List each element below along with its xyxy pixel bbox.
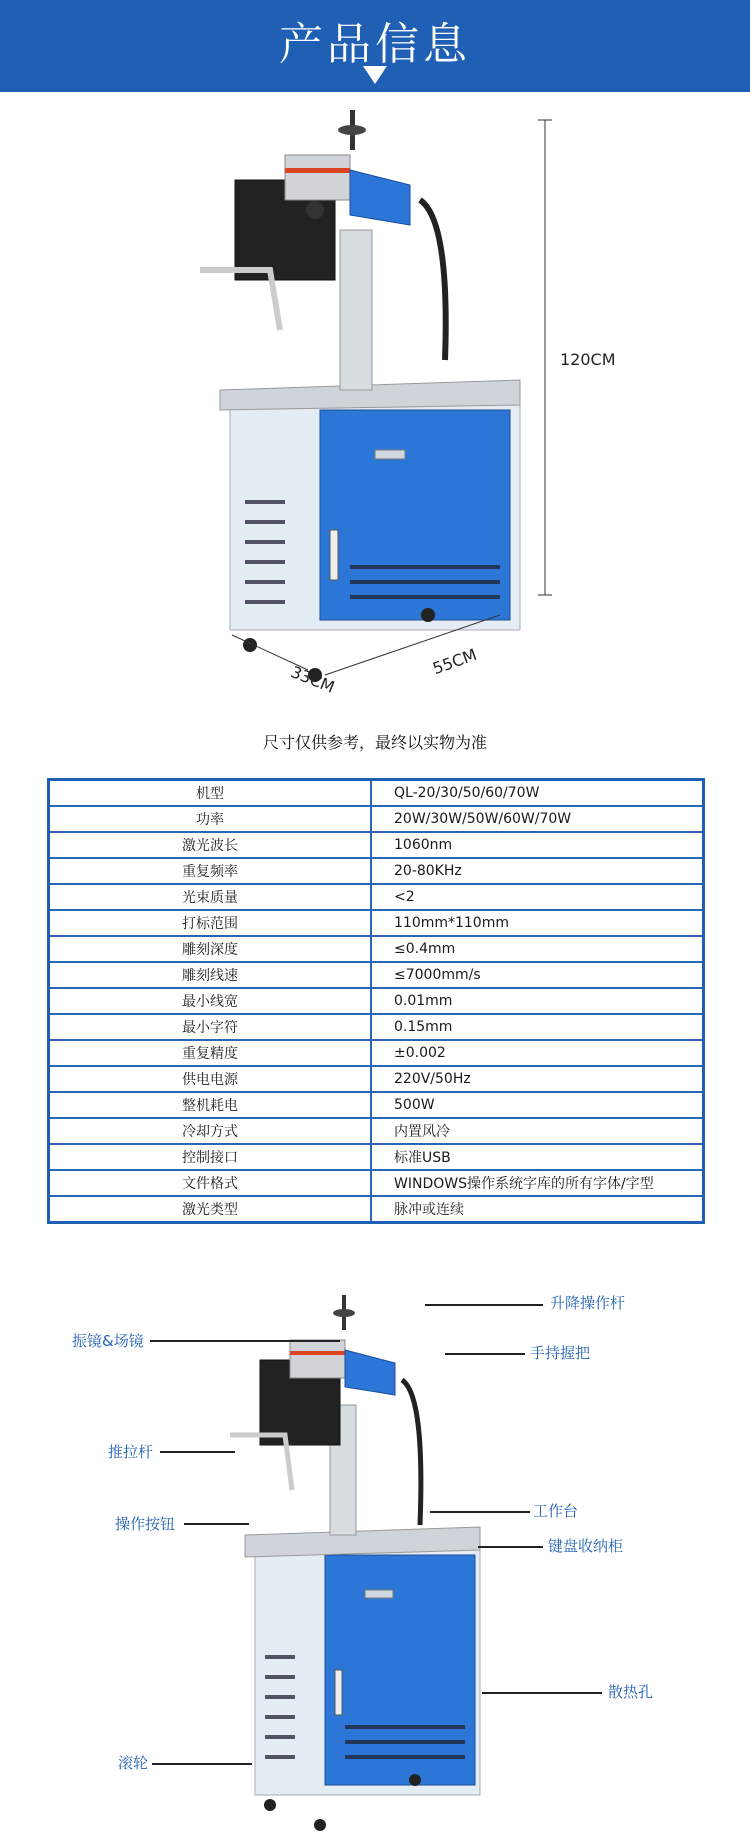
spec-value: 20W/30W/50W/60W/70W [371,806,704,832]
spec-table [47,778,705,1224]
spec-row [49,1014,704,1040]
machine-image-labeled [230,1295,520,1835]
spec-value: 500W [371,1092,704,1118]
spec-value: ±0.002 [371,1040,704,1066]
spec-key: 机型 [49,780,372,807]
label-buttons: 操作按钮 [115,1515,176,1533]
spec-value: 220V/50Hz [371,1066,704,1092]
spec-row [49,910,704,936]
spec-row [49,884,704,910]
header-banner [0,0,750,92]
spec-key: 整机耗电 [49,1092,372,1118]
spec-key: 雕刻线速 [49,962,372,988]
spec-key: 打标范围 [49,910,372,936]
leader-worktable [430,1511,530,1513]
down-arrow-icon [363,66,387,84]
page-title: 产品信息 [279,19,471,70]
label-keyboard-cabinet: 键盘收纳柜 [548,1537,624,1555]
leader-lift-lever [425,1304,543,1306]
spec-value: ≤7000mm/s [371,962,704,988]
spec-row [49,936,704,962]
spec-row [49,780,704,807]
spec-value: <2 [371,884,704,910]
spec-row [49,832,704,858]
spec-value: WINDOWS操作系统字库的所有字体/字型 [371,1170,704,1196]
label-lift-lever: 升降操作杆 [550,1294,626,1312]
spec-key: 文件格式 [49,1170,372,1196]
leader-push-rod [160,1451,235,1453]
label-worktable: 工作台 [533,1502,579,1520]
label-casters: 滚轮 [118,1754,149,1772]
spec-value: 0.01mm [371,988,704,1014]
spec-key: 功率 [49,806,372,832]
label-galvo: 振镜&场镜 [72,1332,144,1350]
spec-key: 重复精度 [49,1040,372,1066]
leader-handle [445,1353,525,1355]
spec-key: 重复频率 [49,858,372,884]
spec-row [49,858,704,884]
leader-vents [482,1692,602,1694]
spec-value: 1060nm [371,832,704,858]
spec-key: 最小字符 [49,1014,372,1040]
spec-row [49,806,704,832]
spec-value: 标准USB [371,1144,704,1170]
spec-value: 脉冲或连续 [371,1196,704,1223]
spec-value: ≤0.4mm [371,936,704,962]
spec-row [49,1170,704,1196]
spec-key: 雕刻深度 [49,936,372,962]
spec-row [49,1066,704,1092]
spec-key: 激光波长 [49,832,372,858]
spec-value: QL-20/30/50/60/70W [371,780,704,807]
dimension-depth-label: 33CM [288,662,338,697]
leader-keyboard-cabinet [478,1546,543,1548]
spec-key: 控制接口 [49,1144,372,1170]
dimension-caption: 尺寸仅供参考，最终以实物为准 [262,733,487,752]
leader-casters [152,1763,252,1765]
label-handle: 手持握把 [530,1344,591,1362]
leader-galvo [150,1340,340,1342]
leader-buttons [184,1523,249,1525]
spec-row [49,962,704,988]
spec-row [49,1118,704,1144]
spec-row [49,1144,704,1170]
spec-value: 20-80KHz [371,858,704,884]
dimension-height-label: 120CM [560,350,616,369]
spec-value: 110mm*110mm [371,910,704,936]
spec-row [49,1092,704,1118]
machine-image-dimensions [190,110,590,700]
label-push-rod: 推拉杆 [108,1443,154,1461]
spec-key: 光束质量 [49,884,372,910]
spec-key: 供电电源 [49,1066,372,1092]
label-vents: 散热孔 [608,1683,654,1701]
spec-key: 激光类型 [49,1196,372,1223]
spec-row [49,1196,704,1223]
spec-value: 0.15mm [371,1014,704,1040]
spec-key: 最小线宽 [49,988,372,1014]
spec-row [49,1040,704,1066]
spec-row [49,988,704,1014]
spec-key: 冷却方式 [49,1118,372,1144]
dimension-width-label: 55CM [430,644,480,679]
spec-value: 内置风冷 [371,1118,704,1144]
